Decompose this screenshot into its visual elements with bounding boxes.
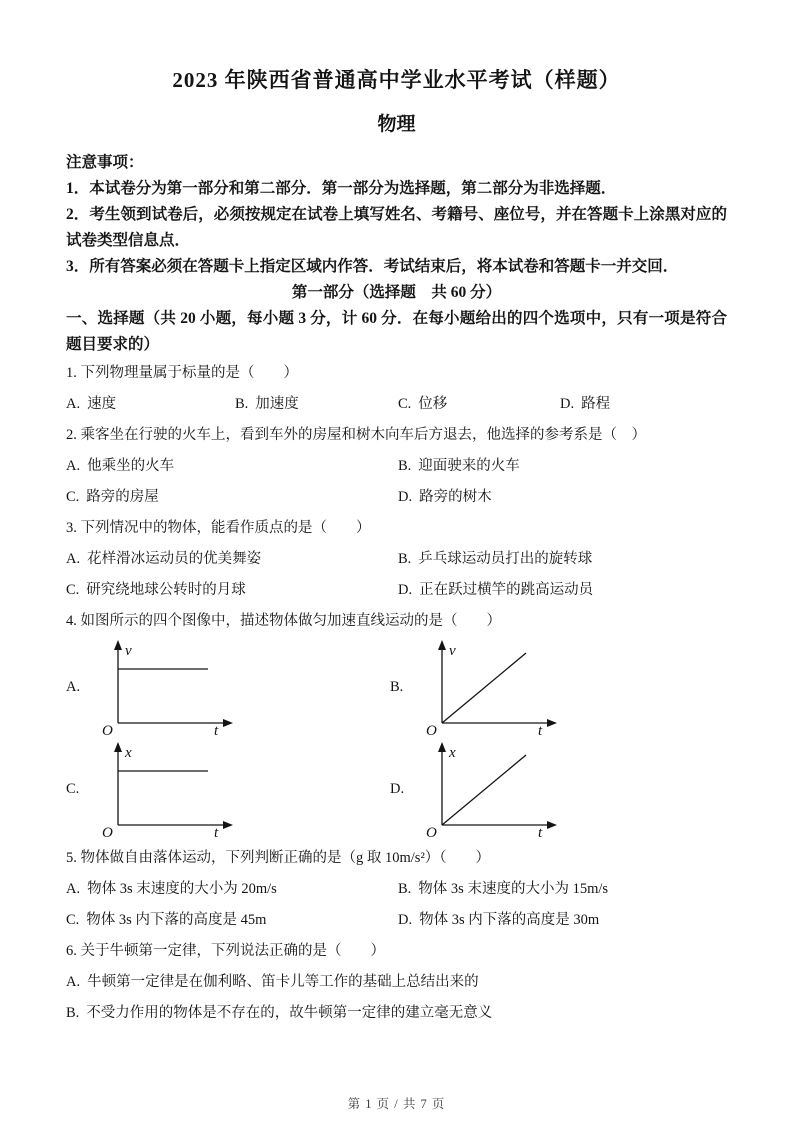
origin-label: O (102, 825, 113, 837)
section-intro: 一、选择题（共 20 小题，每小题 3 分，计 60 分．在每小题给出的四个选项中，只有一项是符合题目要求的） (66, 310, 727, 353)
option-b-label: B. (398, 551, 412, 567)
question-1-text: 1. 下列物理量属于标量的是（ ） (66, 365, 298, 381)
subject-title: 物理 (377, 114, 416, 135)
option-b-label: B. (66, 1005, 80, 1021)
graph-option-c (66, 741, 240, 837)
x-axis-label: t (214, 825, 219, 837)
option-a (66, 967, 727, 998)
option-b-text: 不受力作用的物体是不存在的，故牛顿第一定律的建立毫无意义 (86, 1005, 493, 1021)
option-d-text: 路程 (581, 396, 611, 412)
option-b (66, 998, 727, 1029)
option-a-label: A. (66, 974, 81, 990)
option-b-text: 乒乓球运动员打出的旋转球 (418, 551, 593, 567)
option-a (66, 544, 398, 575)
option-c-text: 路旁的房屋 (86, 489, 159, 505)
notice-heading: 注意事项： (66, 154, 144, 171)
option-c (398, 389, 560, 420)
question-2-text: 2. 乘客坐在行驶的火车上，看到车外的房屋和树木向车后方退去，他选择的参考系是（ ） (66, 427, 646, 443)
notice-item-2: 2．考生领到试卷后，必须按规定在试卷上填写姓名、考籍号、座位号，并在答题卡上涂黑对应的试卷类型信息点． (66, 206, 727, 249)
y-axis-label: v (125, 643, 132, 659)
question-3-options-row-1 (66, 544, 727, 575)
origin-label: O (426, 723, 437, 735)
option-b-text: 加速度 (255, 396, 299, 412)
option-b-text: 物体 3s 末速度的大小为 15m/s (418, 881, 609, 897)
option-a-text: 速度 (87, 396, 117, 412)
option-b (398, 874, 727, 905)
x-axis-arrow-icon (223, 719, 233, 727)
vt-graph-rising (414, 639, 564, 735)
option-d-label: D. (398, 582, 413, 598)
option-c-label: C. (66, 582, 80, 598)
option-b-label: B. (398, 881, 412, 897)
question-4-graphs-row-1 (66, 639, 727, 735)
section-heading: 第一部分（选择题 共 60 分） (291, 284, 502, 301)
question-3-text: 3. 下列情况中的物体，能看作质点的是（ ） (66, 520, 371, 536)
option-d (398, 482, 727, 513)
y-axis-label: x (449, 745, 456, 761)
option-d-label: D. (398, 912, 413, 928)
option-c (66, 482, 398, 513)
option-d (398, 575, 727, 606)
question-6-option-a-row (66, 967, 727, 998)
vt-graph-constant (90, 639, 240, 735)
y-axis-arrow-icon (114, 742, 122, 752)
question-2-options-row-2 (66, 482, 727, 513)
question-5-text: 5. 物体做自由落体运动，下列判断正确的是（g 取 10m/s²）（ ） (66, 850, 491, 866)
question-5-options-row-1 (66, 874, 727, 905)
graph-b-label: B. (390, 678, 404, 695)
question-6-text: 6. 关于牛顿第一定律，下列说法正确的是（ ） (66, 943, 385, 959)
x-axis-arrow-icon (547, 719, 557, 727)
question-2-options-row-1 (66, 451, 727, 482)
option-a-text: 花样滑冰运动员的优美舞姿 (87, 551, 262, 567)
y-axis-label: v (449, 643, 456, 659)
option-b-text: 迎面驶来的火车 (418, 458, 520, 474)
question-5-options-row-2 (66, 905, 727, 936)
origin-label: O (102, 723, 113, 735)
y-axis-arrow-icon (438, 742, 446, 752)
option-d (398, 905, 727, 936)
x-axis-arrow-icon (223, 821, 233, 829)
rising-line (442, 653, 526, 723)
option-a (66, 389, 235, 420)
x-axis-label: t (538, 723, 543, 735)
graph-d-label: D. (390, 780, 405, 797)
question-4-text: 4. 如图所示的四个图像中，描述物体做匀加速直线运动的是（ ） (66, 613, 501, 629)
option-a-label: A. (66, 881, 81, 897)
xt-graph-rising (414, 741, 564, 837)
x-axis-arrow-icon (547, 821, 557, 829)
option-d-text: 路旁的树木 (419, 489, 492, 505)
origin-label: O (426, 825, 437, 837)
option-c (66, 575, 398, 606)
notice-item-3: 3．所有答案必须在答题卡上指定区域内作答．考试结束后，将本试卷和答题卡一并交回． (66, 258, 679, 275)
question-1-options (66, 389, 727, 420)
option-a-label: A. (66, 551, 81, 567)
page-footer: 第 1 页 / 共 7 页 (347, 1097, 446, 1111)
x-axis-label: t (538, 825, 543, 837)
option-d-text: 正在跃过横竿的跳高运动员 (419, 582, 594, 598)
option-b-label: B. (235, 396, 249, 412)
option-b (398, 544, 727, 575)
option-a (66, 451, 398, 482)
question-3-options-row-2 (66, 575, 727, 606)
option-c-label: C. (398, 396, 412, 412)
option-d (560, 389, 727, 420)
option-c-text: 位移 (418, 396, 448, 412)
option-a-label: A. (66, 458, 81, 474)
graph-option-d (390, 741, 564, 837)
option-c-text: 物体 3s 内下落的高度是 45m (86, 912, 267, 928)
option-a-text: 物体 3s 末速度的大小为 20m/s (87, 881, 277, 897)
option-d-text: 物体 3s 内下落的高度是 30m (419, 912, 600, 928)
question-4-graphs-row-2 (66, 741, 727, 837)
option-b (398, 451, 727, 482)
option-c-text: 研究绕地球公转时的月球 (86, 582, 246, 598)
option-a-text: 他乘坐的火车 (87, 458, 175, 474)
page-title: 2023 年陕西省普通高中学业水平考试（样题） (172, 68, 621, 92)
option-a-text: 牛顿第一定律是在伽利略、笛卡儿等工作的基础上总结出来的 (87, 974, 479, 990)
option-c-label: C. (66, 489, 80, 505)
question-6-option-b-row (66, 998, 727, 1029)
graph-option-a (66, 639, 240, 735)
graph-c-label: C. (66, 780, 80, 797)
graph-a-label: A. (66, 678, 81, 695)
option-d-label: D. (560, 396, 575, 412)
y-axis-arrow-icon (438, 640, 446, 650)
option-d-label: D. (398, 489, 413, 505)
graph-option-b (390, 639, 564, 735)
notice-item-1: 1．本试卷分为第一部分和第二部分．第一部分为选择题，第二部分为非选择题． (66, 180, 617, 197)
rising-line (442, 755, 526, 825)
option-b-label: B. (398, 458, 412, 474)
y-axis-label: x (125, 745, 132, 761)
xt-graph-constant (90, 741, 240, 837)
y-axis-arrow-icon (114, 640, 122, 650)
option-a-label: A. (66, 396, 81, 412)
option-c (66, 905, 398, 936)
option-c-label: C. (66, 912, 80, 928)
option-a (66, 874, 398, 905)
x-axis-label: t (214, 723, 219, 735)
option-b (235, 389, 398, 420)
